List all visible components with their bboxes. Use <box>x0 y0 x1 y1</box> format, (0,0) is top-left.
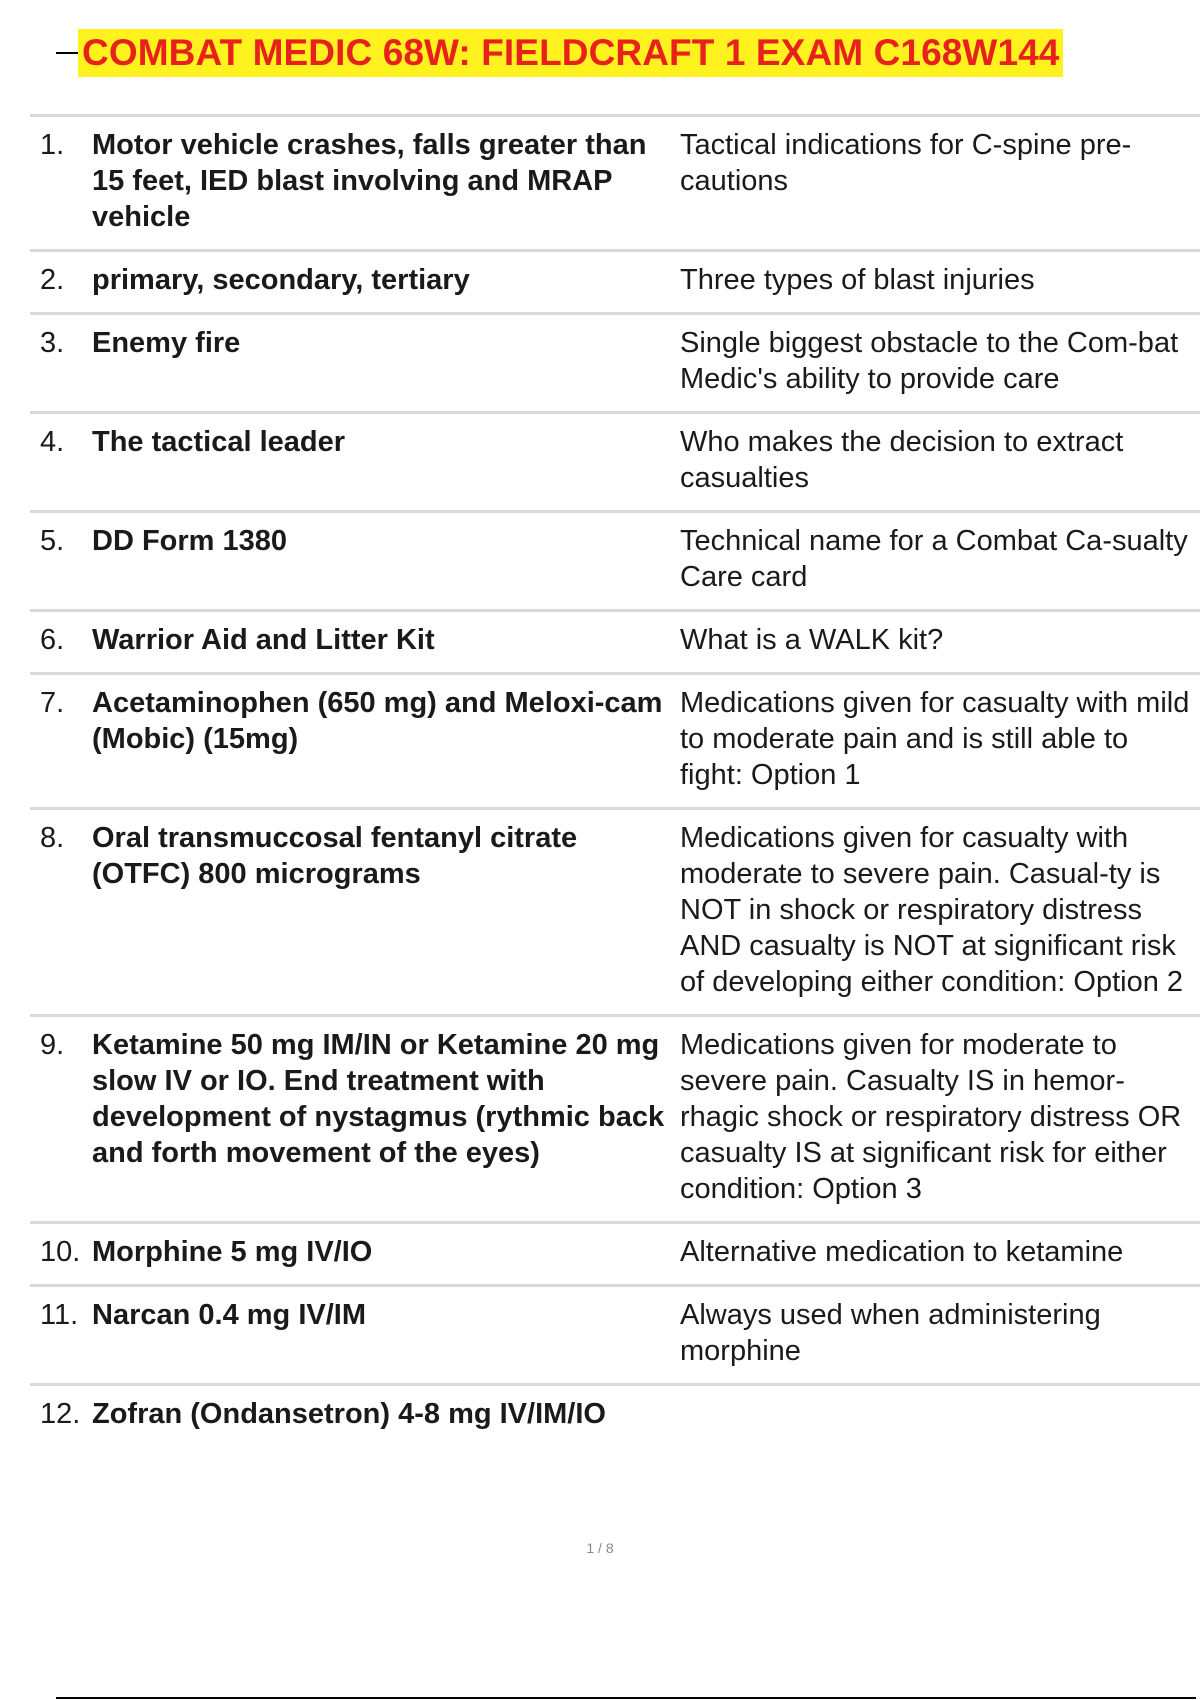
page-number: 1 / 8 <box>586 1540 614 1556</box>
item-definition: Three types of blast injuries <box>680 264 1035 296</box>
item-definition: Medications given for moderate to severe pain. Casualty IS in hemor-rhagic shock or respiratory distress OR casualty IS at significant risk for either condition: Option 3 <box>680 1029 1182 1205</box>
item-definition: What is a WALK kit? <box>680 624 944 656</box>
item-term: Warrior Aid and Litter Kit <box>92 624 435 656</box>
qa-row <box>30 1386 1200 1446</box>
item-number: 8. <box>40 822 65 854</box>
qa-table <box>30 114 1200 1446</box>
item-term: Motor vehicle crashes, falls greater than 15 feet, IED blast involving and MRAP vehicle <box>92 129 647 233</box>
item-number: 4. <box>40 426 65 458</box>
item-number: 3. <box>40 327 65 359</box>
qa-row <box>30 252 1200 315</box>
qa-row <box>30 513 1200 612</box>
item-definition: Alternative medication to ketamine <box>680 1236 1124 1268</box>
item-term: Oral transmuccosal fentanyl citrate (OTFC) 800 micrograms <box>92 822 578 890</box>
qa-row <box>30 810 1200 1017</box>
item-term: Enemy fire <box>92 327 241 359</box>
item-number: 5. <box>40 525 65 557</box>
item-term: Zofran (Ondansetron) 4-8 mg IV/IM/IO <box>92 1398 606 1430</box>
item-number: 12. <box>40 1398 81 1430</box>
item-definition: Technical name for a Combat Ca-sualty Care card <box>680 525 1188 593</box>
qa-row <box>30 675 1200 810</box>
item-definition: Medications given for casualty with moderate to severe pain. Casual-ty is NOT in shock or respiratory distress AND casualty is NOT at significant risk of developing either condition: Option 2 <box>680 822 1184 998</box>
item-number: 1. <box>40 129 65 161</box>
item-term: Morphine 5 mg IV/IO <box>92 1236 373 1268</box>
item-number: 6. <box>40 624 65 656</box>
qa-row <box>30 1224 1200 1287</box>
item-term: primary, secondary, tertiary <box>92 264 470 296</box>
qa-row <box>30 315 1200 414</box>
qa-row <box>30 612 1200 675</box>
item-definition: Who makes the decision to extract casualties <box>680 426 1124 494</box>
qa-row <box>30 1287 1200 1386</box>
item-number: 11. <box>40 1299 79 1331</box>
item-definition <box>680 1396 1190 1432</box>
item-number: 7. <box>40 687 65 719</box>
item-number: 9. <box>40 1029 65 1061</box>
item-term: Narcan 0.4 mg IV/IM <box>92 1299 366 1331</box>
item-definition: Always used when administering morphine <box>680 1299 1101 1367</box>
item-definition: Tactical indications for C-spine pre-cautions <box>680 129 1132 197</box>
item-term: Ketamine 50 mg IM/IN or Ketamine 20 mg slow IV or IO. End treatment with development of nystagmus (rythmic back and forth movement of the eyes) <box>92 1029 665 1169</box>
item-number: 2. <box>40 264 65 296</box>
item-term: DD Form 1380 <box>92 525 288 557</box>
item-definition: Medications given for casualty with mild to moderate pain and is still able to fight: Option 1 <box>680 687 1190 791</box>
item-definition: Single biggest obstacle to the Com-bat Medic's ability to provide care <box>680 327 1179 395</box>
title-dash <box>56 52 78 54</box>
document-title-block <box>56 28 1063 78</box>
item-number: 10. <box>40 1236 81 1268</box>
document-title: COMBAT MEDIC 68W: FIELDCRAFT 1 EXAM C168W144 <box>78 29 1063 77</box>
qa-row <box>30 1017 1200 1224</box>
item-term: The tactical leader <box>92 426 346 458</box>
qa-row <box>30 117 1200 252</box>
item-term: Acetaminophen (650 mg) and Meloxi-cam (Mobic) (15mg) <box>92 687 663 755</box>
bottom-divider <box>56 1697 1196 1699</box>
qa-row <box>30 414 1200 513</box>
